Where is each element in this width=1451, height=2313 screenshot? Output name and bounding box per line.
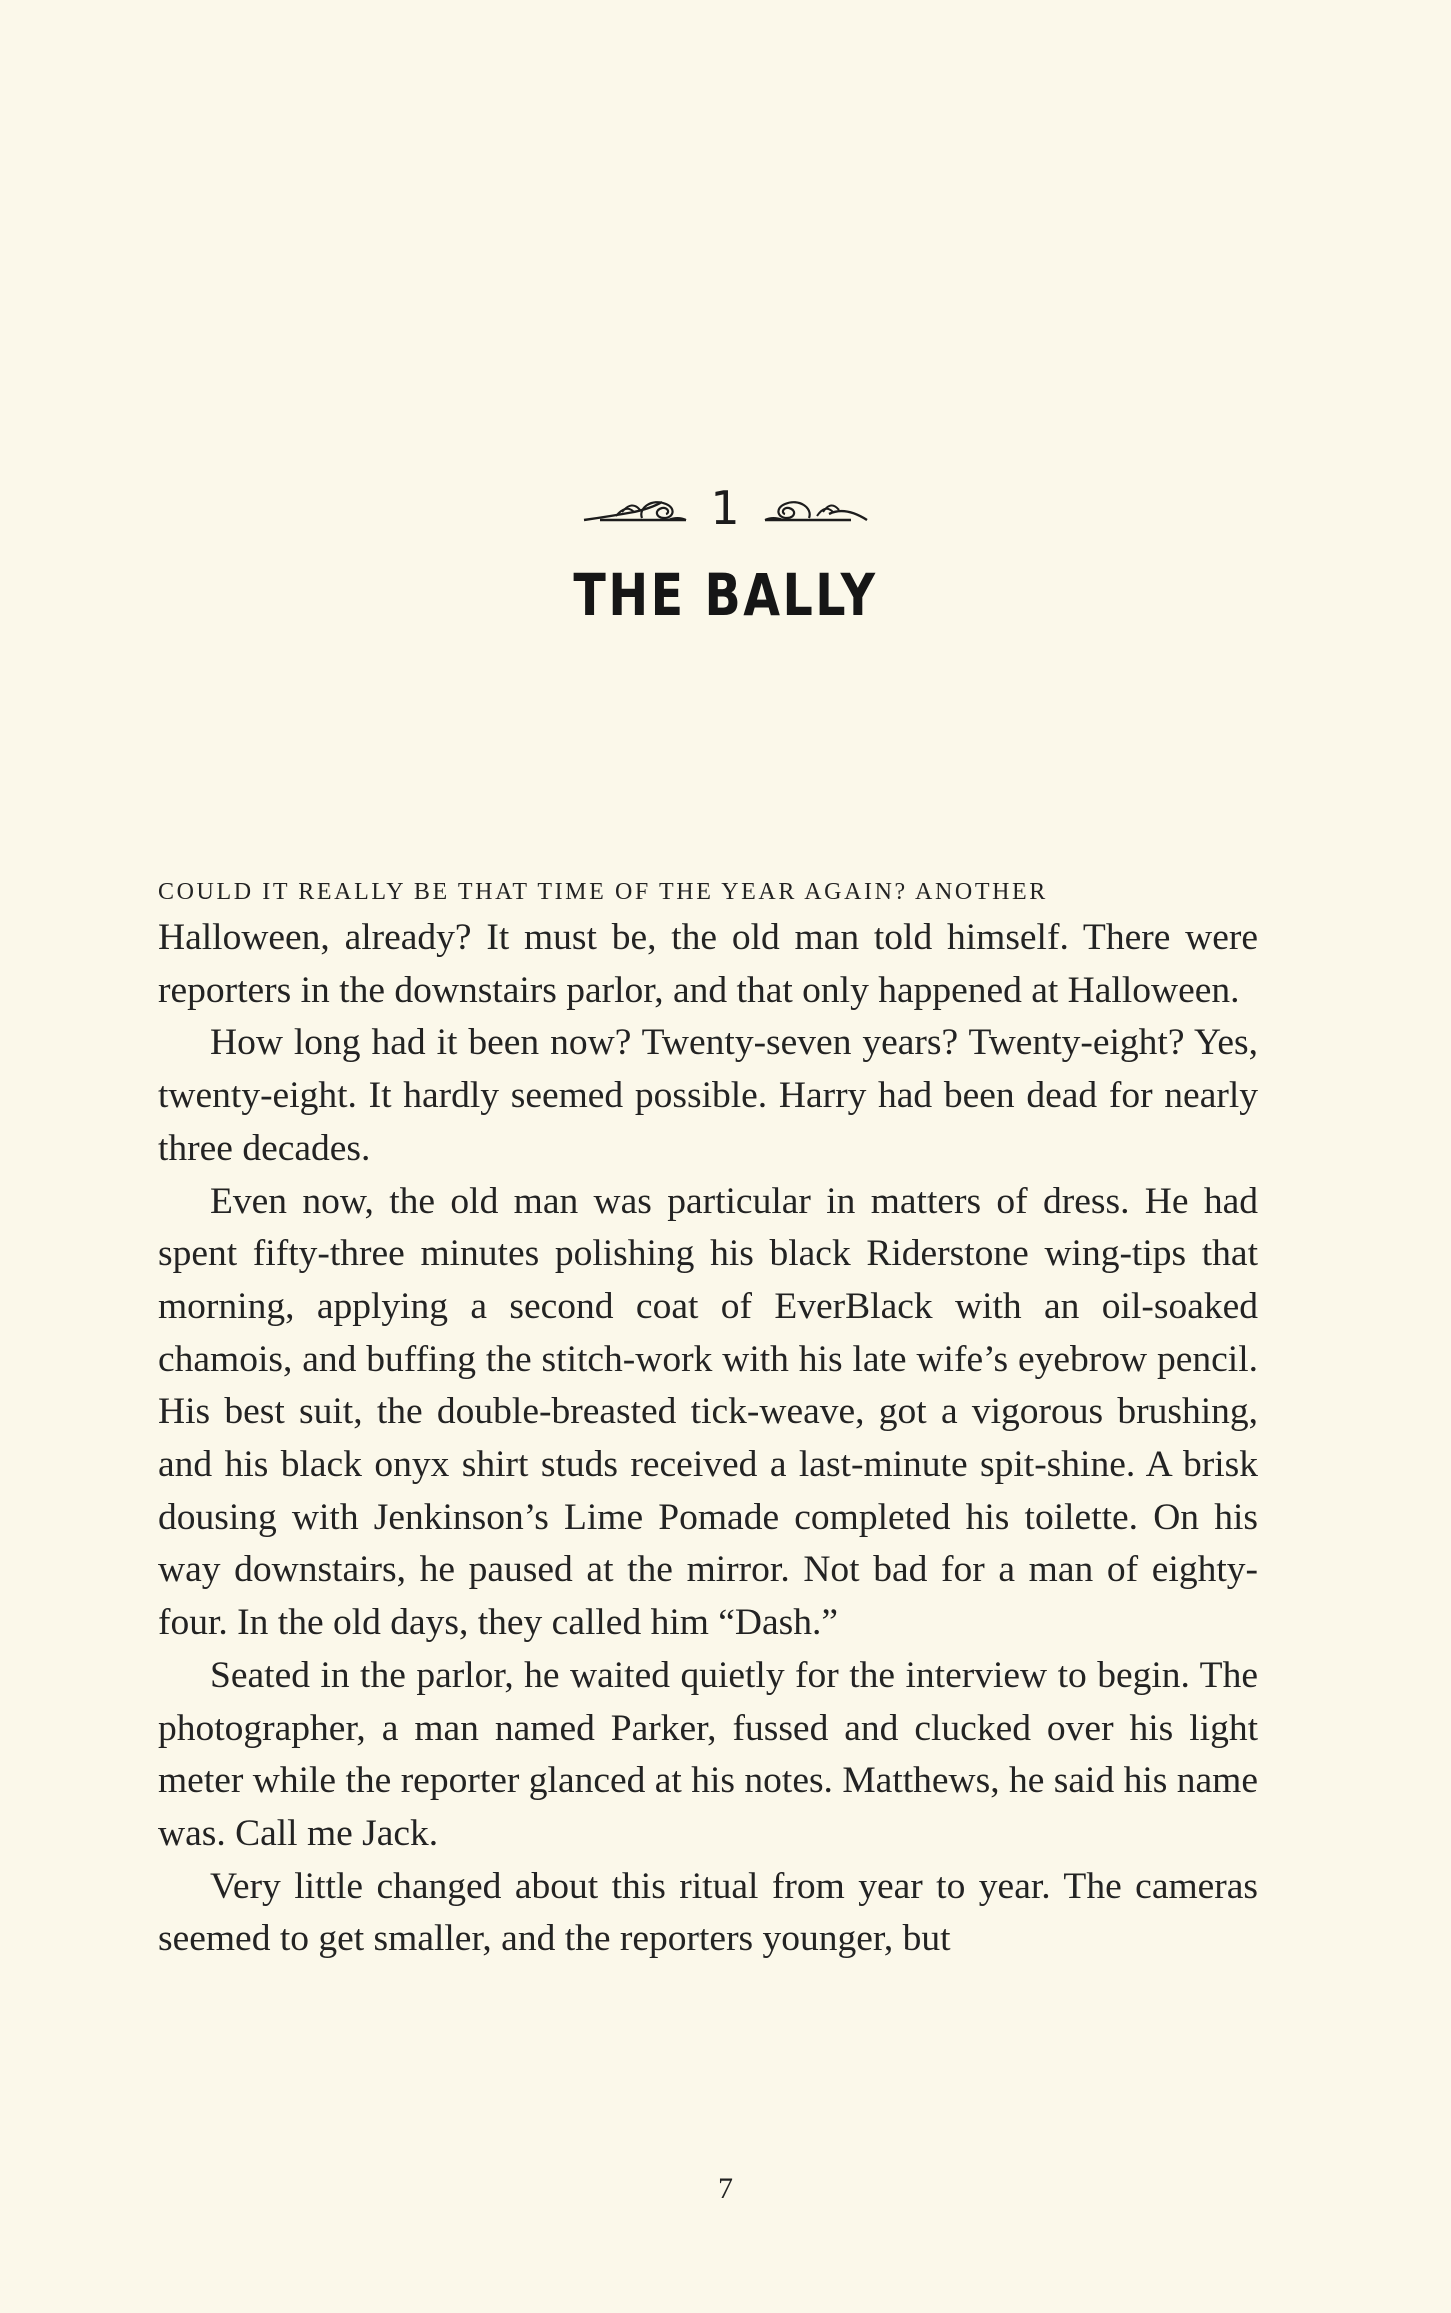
chapter-number-row: [0, 478, 1451, 538]
paragraph-5: Very little changed about this ritual from year to year. The cameras seemed to get smaller, and the reporters younger, but: [158, 1865, 1258, 1960]
page-number: 7: [718, 2172, 733, 2205]
paragraph-3: Even now, the old man was particular in matters of dress. He had spent fifty-three minutes polishing his black Riderstone wing-tips that morning, applying a second coat of EverBlack with an oil-soaked chamois, and buffing the stitch-work with his late wife’s eyebrow pencil. His best suit, the double-breasted tick-weave, got a vigorous brushing, and his black onyx shirt studs received a last-minute spit-shine. A brisk dousing with Jenkinson’s Lime Pomade completed his toilette. On his way downstairs, he paused at the mirror. Not bad for a man of eighty-four. In the old days, they called him “Dash.”: [158, 1180, 1258, 1644]
paragraph-2: How long had it been now? Twenty-seven years? Twenty-eight? Yes, twenty-eight. It hardly seemed possible. Harry had been dead for nearly three decades.: [158, 1022, 1258, 1169]
chapter-body: [158, 872, 1258, 1966]
left-flourish-icon: [582, 490, 692, 526]
chapter-heading: [0, 478, 1451, 630]
chapter-title: THE BALLY: [573, 561, 878, 629]
paragraph-4: Seated in the parlor, he waited quietly for the interview to begin. The photographer, a man named Parker, fussed and clucked over his light meter while the reporter glanced at his notes. Matthews, he said his name was. Call me Jack.: [158, 1654, 1258, 1854]
opening-small-caps-line: COULD IT REALLY BE THAT TIME OF THE YEAR AGAIN? ANOTHER: [158, 879, 1048, 905]
right-flourish-icon: [759, 490, 869, 526]
chapter-number: 1: [710, 481, 741, 535]
paragraph-1-text: Halloween, already? It must be, the old man told himself. There were reporters in the downstairs parlor, and that only happened at Halloween.: [158, 917, 1258, 1011]
paragraph-1: [158, 872, 1258, 1017]
